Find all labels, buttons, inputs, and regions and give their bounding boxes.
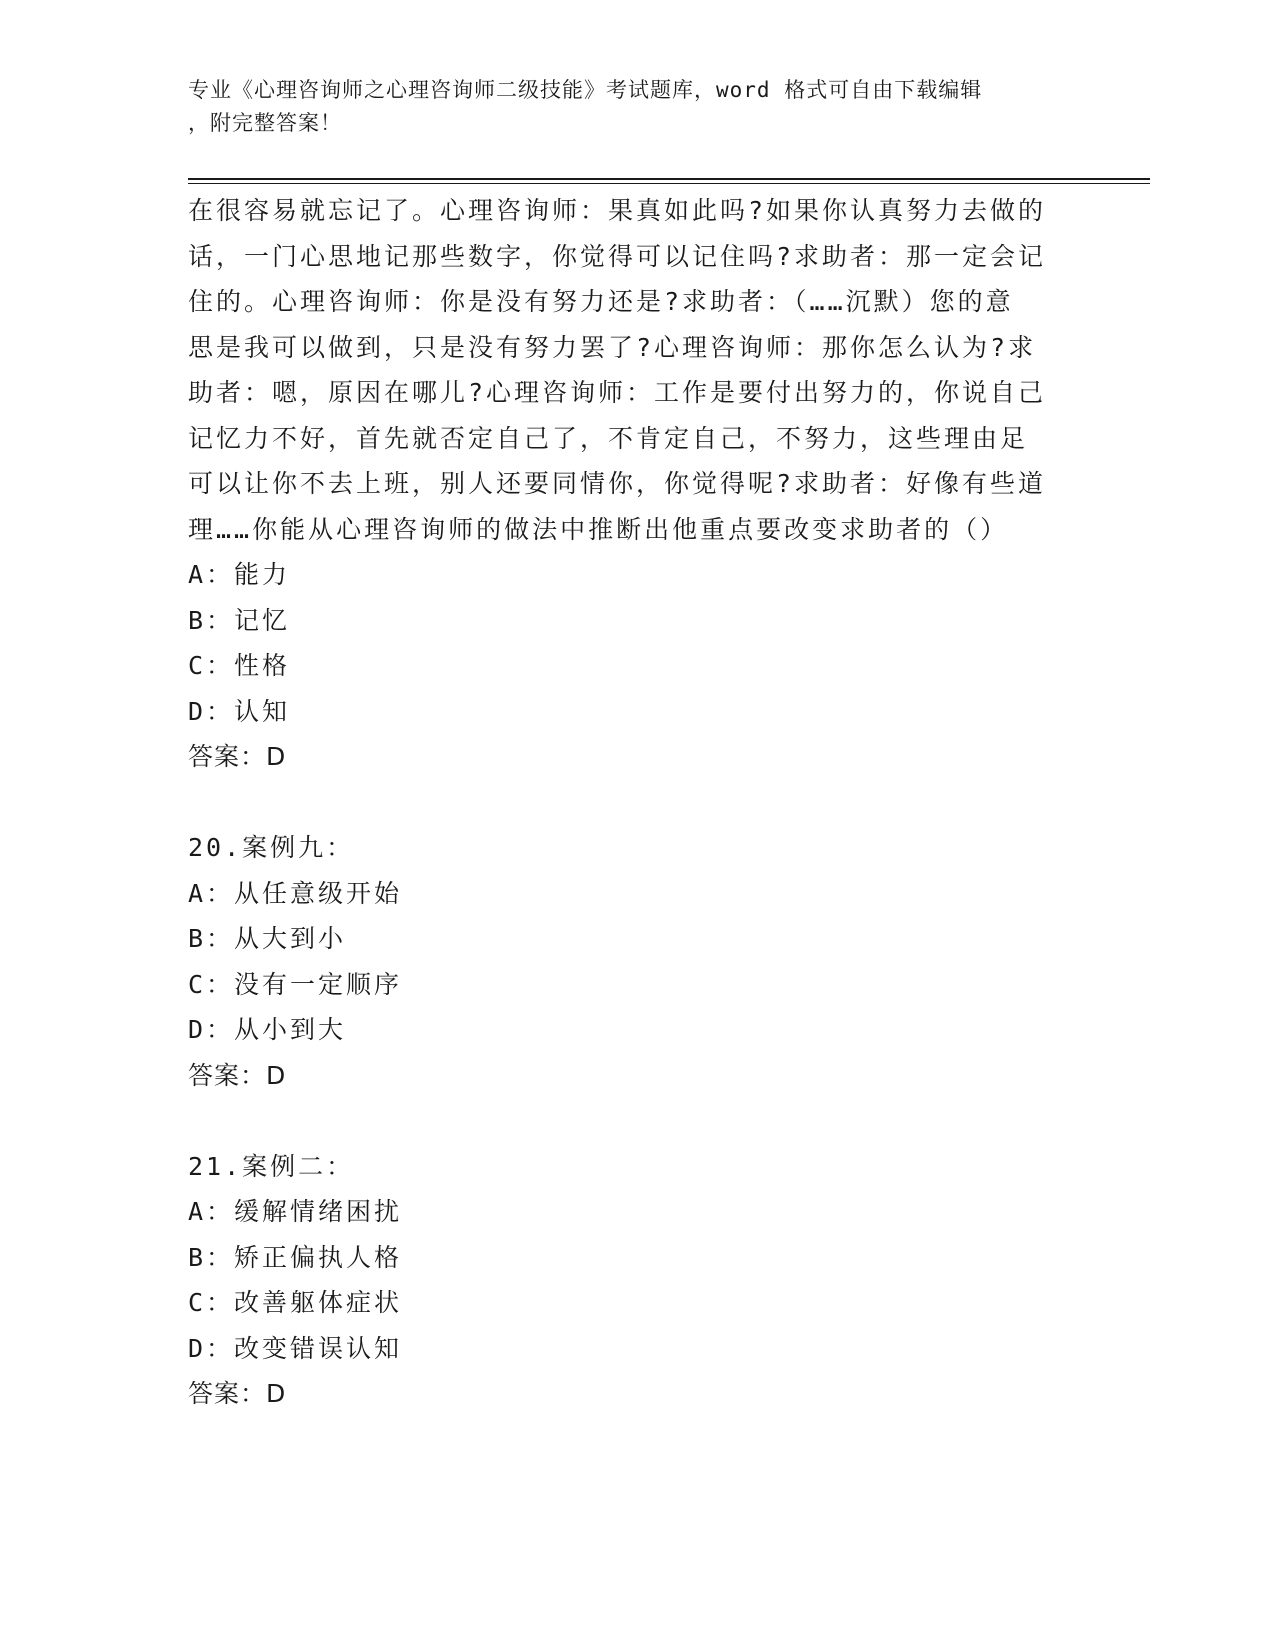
option-d: D：认知 xyxy=(188,696,291,726)
question-text-line: 住的。心理咨询师：你是没有努力还是?求助者：（……沉默）您的意 xyxy=(188,287,1014,316)
spacer xyxy=(188,1098,1078,1144)
header-line-2: ，附完整答案！ xyxy=(188,111,342,135)
answer-label: 答案：D xyxy=(188,1060,287,1090)
option-a: A：缓解情绪困扰 xyxy=(188,1197,403,1226)
question-title: 21.案例二： xyxy=(188,1151,355,1181)
option-c: C：没有一定顺序 xyxy=(188,969,403,999)
question-title: 20.案例九： xyxy=(188,833,355,862)
option-c: C：改善躯体症状 xyxy=(188,1288,403,1317)
option-c: C：性格 xyxy=(188,651,291,680)
answer-label: 答案：D xyxy=(188,1379,287,1408)
question-19 xyxy=(188,188,1078,780)
question-text-line: 理……你能从心理咨询师的做法中推断出他重点要改变求助者的（） xyxy=(188,514,1009,544)
question-text-line: 话，一门心思地记那些数字，你觉得可以记住吗?求助者：那一定会记 xyxy=(188,241,1047,271)
option-b: B：从大到小 xyxy=(188,924,347,953)
document-header xyxy=(188,74,1068,140)
question-20 xyxy=(188,825,1078,1098)
question-text-line: 在很容易就忘记了。心理咨询师：果真如此吗?如果你认真努力去做的 xyxy=(188,196,1047,225)
header-divider-thick xyxy=(188,178,1150,180)
option-a: A：从任意级开始 xyxy=(188,878,403,908)
option-a: A：能力 xyxy=(188,560,291,589)
option-d: D：从小到大 xyxy=(188,1015,347,1044)
question-text-line: 助者：嗯，原因在哪儿?心理咨询师：工作是要付出努力的，你说自己 xyxy=(188,378,1047,407)
answer-label: 答案：D xyxy=(188,742,287,771)
question-21 xyxy=(188,1144,1078,1417)
option-b: B：矫正偏执人格 xyxy=(188,1242,403,1272)
question-text-line: 记忆力不好，首先就否定自己了，不肯定自己，不努力，这些理由足 xyxy=(188,423,1029,453)
spacer xyxy=(188,780,1078,826)
header-line-1: 专业《心理咨询师之心理咨询师二级技能》考试题库，word 格式可自由下载编辑 xyxy=(188,78,983,102)
option-d: D：改变错误认知 xyxy=(188,1333,403,1363)
document-body xyxy=(188,188,1078,1417)
question-text-line: 思是我可以做到，只是没有努力罢了?心理咨询师：那你怎么认为?求 xyxy=(188,332,1037,362)
header-divider-thin xyxy=(188,183,1150,184)
question-text-line: 可以让你不去上班，别人还要同情你，你觉得呢?求助者：好像有些道 xyxy=(188,469,1047,498)
option-b: B：记忆 xyxy=(188,605,291,635)
